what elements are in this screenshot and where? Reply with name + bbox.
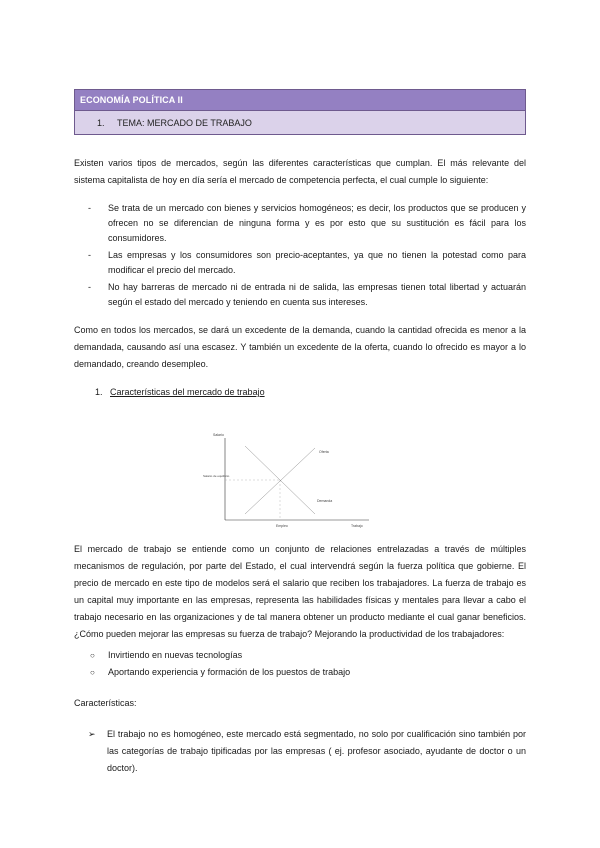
employment-label: Empleo <box>276 524 288 528</box>
list-item-text: El trabajo no es homogéneo, este mercado está segmentado, no solo por cualificación sino también por las categorías de trabajo tipificadas por las empresas ( ej. profesor asociado, ayudante de doctor o un doctor). <box>107 729 526 773</box>
topic-header <box>74 111 526 135</box>
topic-title: TEMA: MERCADO DE TRABAJO <box>117 118 252 128</box>
list-item-text: Invirtiendo en nuevas tecnologías <box>108 650 243 660</box>
topic-number: 1. <box>97 118 105 128</box>
list-item <box>88 248 526 278</box>
list-item <box>90 665 350 680</box>
list-marker: - <box>88 250 91 260</box>
x-axis-label: Trabajo <box>351 524 363 528</box>
list-marker: - <box>88 282 91 292</box>
list-item-text: Se trata de un mercado con bienes y servicios homogéneos; es decir, los productos que se producen y ofrecen no se diferencian de ninguna forma y es por esto que su sustitución es fácil para los consumidores. <box>108 203 526 243</box>
equilibrium-wage-label: Salario de equilibrio <box>203 474 230 478</box>
list-item-text: Las empresas y los consumidores son precio-aceptantes, ya que no tienen la potestad como para modificar el precio del mercado. <box>108 250 526 275</box>
course-title: ECONOMÍA POLÍTICA II <box>80 95 183 105</box>
section-number: 1. <box>95 387 103 397</box>
y-axis-label: Salario <box>213 433 224 437</box>
list-item <box>88 201 526 246</box>
arrow-bullet-icon: ➢ <box>88 729 96 739</box>
features-list <box>88 201 526 310</box>
list-item <box>88 726 526 777</box>
demand-label: Demanda <box>317 499 333 503</box>
excess-paragraph: Como en todos los mercados, se dará un excedente de la demanda, cuando la cantidad ofrecida es menor a la demandada, causando así una escasez. Y también un excedente de la oferta, cuando lo ofrecido es mayor a lo demandado, creando desempleo. <box>74 325 526 369</box>
section-heading <box>95 387 265 397</box>
intro-paragraph: Existen varios tipos de mercados, según las diferentes características que cumplan. El más relevante del sistema capitalista de hoy en día sería el mercado de competencia perfecta, el cual cumple lo siguiente: <box>74 158 526 185</box>
circle-bullet-icon: ○ <box>90 651 95 660</box>
characteristics-label: Características: <box>74 698 137 708</box>
circle-bullet-icon: ○ <box>90 668 95 677</box>
characteristics-list <box>88 726 526 777</box>
labor-market-paragraph: El mercado de trabajo se entiende como un conjunto de relaciones entrelazadas a través de múltiples mecanismos de regulación, por parte del Estado, el cual intervendrá según la fuerza política que gobierne. El precio de mercado en este tipo de modelos será el salario que reciben los trabajadores. La fuerza de trabajo es un capital muy importante en las empresas, representa las habilidades físicas y mentales para llevar a cabo el trabajo necesario en las organizaciones y de tal manera obtener un producto mediante el cual ganar beneficios. ¿Cómo pueden mejorar las empresas su fuerza de trabajo? Mejorando la productividad de los trabajadores: <box>74 544 526 639</box>
list-item <box>90 648 350 663</box>
list-item-text: No hay barreras de mercado ni de entrada ni de salida, las empresas tienen total libertad y actuarán según el estado del mercado y teniendo en cuenta sus intereses. <box>108 282 526 307</box>
supply-demand-diagram <box>201 426 383 534</box>
section-title: Características del mercado de trabajo <box>110 387 265 397</box>
improvements-list <box>90 648 350 680</box>
list-item-text: Aportando experiencia y formación de los puestos de trabajo <box>108 667 351 677</box>
supply-label: Oferta <box>319 450 329 454</box>
list-item <box>88 280 526 310</box>
list-marker: - <box>88 203 91 213</box>
course-header <box>74 89 526 111</box>
